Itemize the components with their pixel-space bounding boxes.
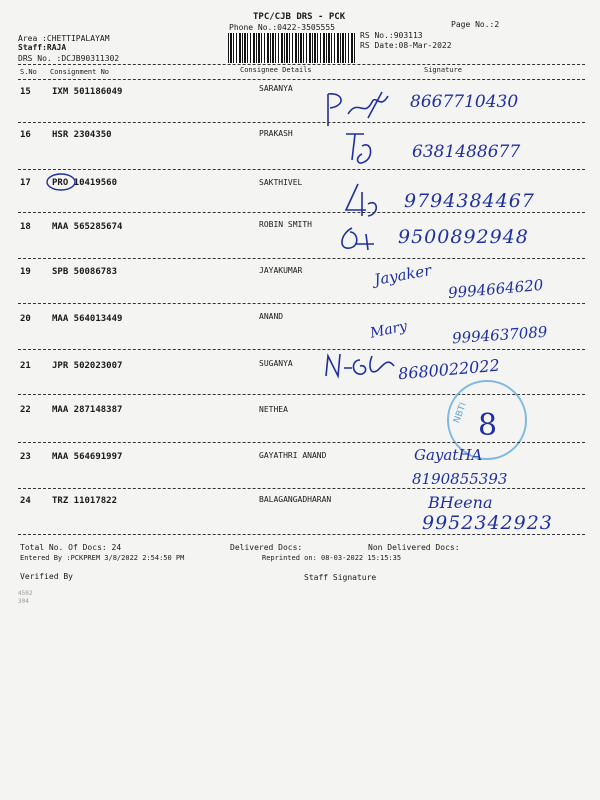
divider: [18, 303, 585, 304]
divider: [18, 122, 585, 123]
row-sno: 16: [20, 130, 31, 140]
row-consignee: SUGANYA: [259, 359, 293, 368]
margin-note: 4502: [18, 590, 33, 597]
row-consignment: MAA 564691997: [52, 452, 123, 462]
margin-note: 304: [18, 598, 29, 605]
row-sno: 15: [20, 87, 31, 97]
rs-date: RS Date:08-Mar-2022: [360, 41, 452, 50]
row-sno: 21: [20, 361, 31, 371]
drs-number: DRS No. :DCJB90311302: [18, 54, 120, 63]
signature-scribble: [334, 224, 380, 254]
handwritten-name: Mary: [368, 318, 409, 342]
row-consignment: PRO 10419560: [52, 178, 118, 188]
divider: [18, 79, 585, 80]
row-sno: 24: [20, 496, 31, 506]
column-sno: S.No: [20, 68, 37, 76]
handwritten-name: Jayaker: [372, 261, 433, 289]
staff-signature-label: Staff Signature: [304, 573, 377, 582]
phone-number: Phone No.:0422-3505555: [229, 23, 335, 32]
handwritten-phone: 8667710430: [410, 92, 519, 112]
column-signature: Signature: [424, 66, 462, 74]
row-consignment: MAA 565285674: [52, 222, 123, 232]
divider: [18, 442, 585, 443]
row-consignee: JAYAKUMAR: [259, 266, 303, 275]
row-sno: 22: [20, 405, 31, 415]
row-sno: 20: [20, 314, 31, 324]
column-consignment: Consignment No: [50, 68, 110, 76]
divider: [18, 534, 585, 535]
divider: [18, 258, 585, 259]
row-consignee: PRAKASH: [259, 129, 293, 138]
non-delivered-docs: Non Delivered Docs:: [368, 543, 460, 552]
staff: Staff:RAJA: [18, 43, 67, 52]
row-consignment: IXM 501186049: [52, 87, 123, 97]
signature-scribble: [322, 346, 402, 386]
handwritten-name: GayatHA: [414, 446, 483, 464]
row-sno: 18: [20, 222, 31, 232]
barcode: [228, 33, 356, 63]
row-sno: 19: [20, 267, 31, 277]
signature-scribble: [338, 180, 388, 222]
row-consignment: MAA 287148387: [52, 405, 123, 415]
row-consignment: TRZ 11017822: [52, 496, 118, 506]
handwritten-phone: 9994637089: [451, 322, 548, 348]
verified-by: Verified By: [20, 572, 73, 581]
handwritten-phone: 6381488677: [412, 142, 521, 162]
row-consignment: MAA 564013449: [52, 314, 123, 324]
rs-number: RS No.:903113: [360, 31, 423, 40]
signature-scribble: [318, 88, 398, 133]
row-consignment: JPR 502023007: [52, 361, 123, 371]
delivered-docs: Delivered Docs:: [230, 543, 303, 552]
divider: [18, 349, 585, 350]
handwritten-phone: 8680022022: [397, 355, 501, 384]
entered-by: Entered By :PCKPREM 3/8/2022 2:54:50 PM: [20, 554, 185, 562]
handwritten-phone: 9794384467: [404, 190, 535, 212]
row-consignee: NETHEA: [259, 405, 288, 414]
stamp-text: NBTI: [452, 401, 469, 425]
stamp-handwritten-mark: 8: [478, 408, 498, 443]
row-consignment: SPB 50086783: [52, 267, 118, 277]
document-title: TPC/CJB DRS - PCK: [253, 12, 346, 22]
area: Area :CHETTIPALAYAM: [18, 34, 110, 43]
row-consignee: SAKTHIVEL: [259, 178, 303, 187]
signature-scribble: [340, 128, 380, 170]
row-sno: 17: [20, 178, 31, 188]
page-number: Page No.:2: [451, 20, 500, 29]
handwritten-phone: 9500892948: [398, 226, 529, 248]
handwritten-phone: 8190855393: [412, 470, 508, 488]
row-consignee: BALAGANGADHARAN: [259, 495, 332, 504]
divider: [18, 212, 585, 213]
handwritten-name: BHeena: [428, 493, 493, 512]
handwritten-phone: 9994664620: [447, 275, 545, 303]
reprinted-on: Reprinted on: 08-03-2022 15:15:35: [262, 554, 402, 562]
row-consignment: HSR 2304350: [52, 130, 112, 140]
divider: [18, 169, 585, 170]
row-consignee: GAYATHRI ANAND: [259, 451, 327, 460]
divider: [18, 64, 585, 65]
handwritten-phone: 9952342923: [422, 512, 553, 534]
row-consignee: ROBIN SMITH: [259, 220, 312, 229]
row-consignee: ANAND: [259, 312, 284, 321]
divider: [18, 488, 585, 489]
row-sno: 23: [20, 452, 31, 462]
circled-mark: [44, 171, 78, 193]
total-docs: Total No. Of Docs: 24: [20, 543, 122, 552]
column-consignee: Consignee Details: [240, 66, 312, 74]
row-consignee: SARANYA: [259, 84, 293, 93]
